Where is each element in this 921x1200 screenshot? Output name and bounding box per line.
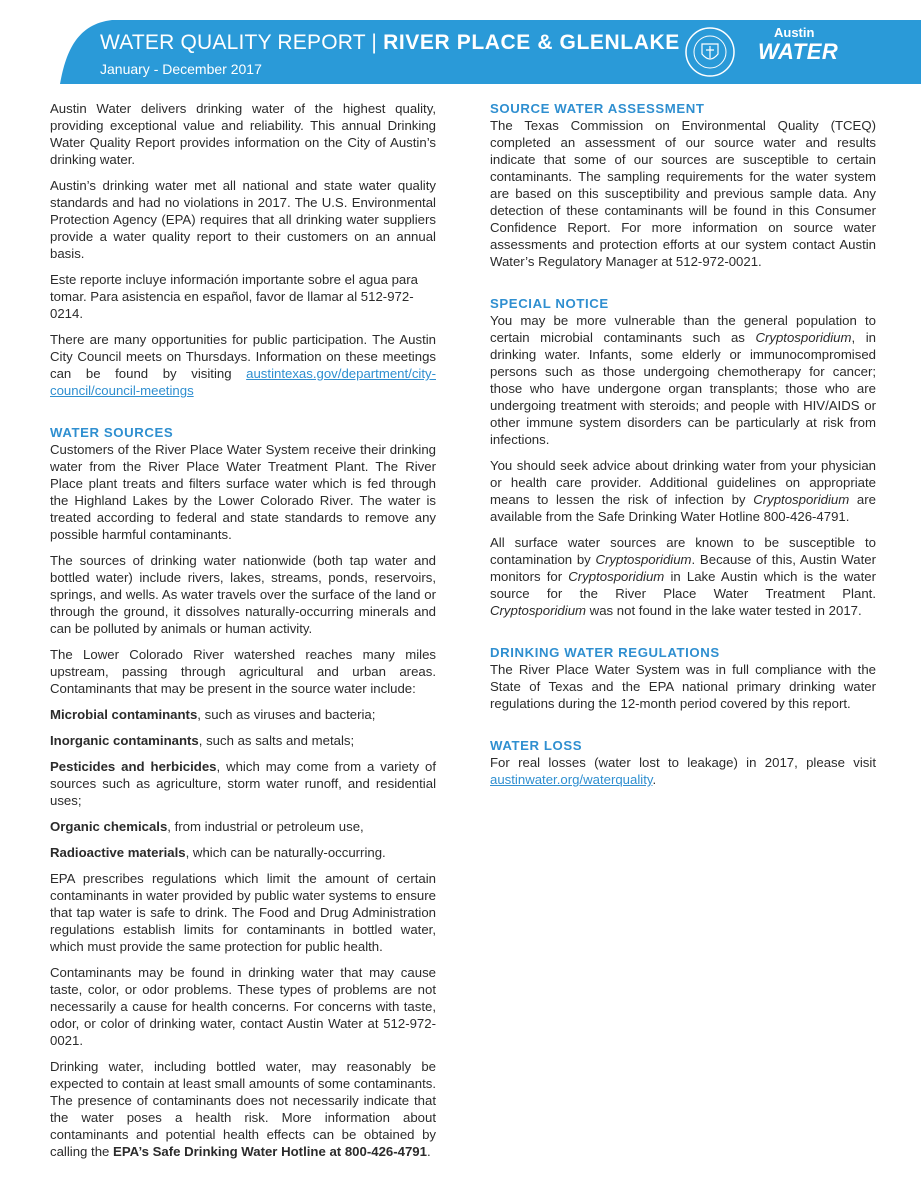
right-column (490, 100, 876, 797)
notice-paragraph-1: You may be more vulnerable than the general population to certain microbial contaminants such as Cryptosporidium, in drinking water. Infants, some elderly or immunocompromised persons such as those undergoing chemotherapy for cancer; those who have undergone organ transplants; those who are undergoing treatment with steroids; and people with HIV/AIDS or other immune system disorders can be particularly at risk from infections. (490, 313, 876, 447)
taste-paragraph: Contaminants may be found in drinking water that may cause taste, color, or odor problems. These types of problems are not necessarily a cause for health concerns. For concerns with taste, odor, or color of drinking water, contact Austin Water at 512-972-0021. (50, 965, 436, 1048)
regulations-heading: DRINKING WATER REGULATIONS (490, 645, 720, 660)
title-location: RIVER PLACE & GLENLAKE (383, 31, 680, 54)
compliance-paragraph: Austin’s drinking water met all national and state water quality standards and had no violations in 2017. The U.S. Environmental Protection Agency (EPA) requires that all drinking water suppliers provide a water quality report to their customers on an annual basis. (50, 178, 436, 261)
contaminant-microbial: Microbial contaminants, such as viruses and bacteria; (50, 707, 376, 722)
council-meetings-link[interactable]: austintexas.gov/department/city-council/council-meetings (50, 366, 436, 398)
water-loss-heading: WATER LOSS (490, 738, 583, 753)
contaminant-organic: Organic chemicals, from industrial or petroleum use, (50, 819, 364, 834)
assessment-paragraph: The Texas Commission on Environmental Quality (TCEQ) completed an assessment of our source water and results indicate that some of our sources are susceptible to certain contaminants. The sampling requirements for the water system are based on this susceptibility and previous sample data. Any detection of these contaminants will be found in this Consumer Confidence Report. For more information on source water assessments and protection efforts at our system contact Austin Water’s Regulatory Manager at 512-972-0021. (490, 118, 876, 269)
water-loss-paragraph: For real losses (water lost to leakage) in 2017, please visit austinwater.org/waterquality. (490, 755, 876, 787)
sources-paragraph-1: Customers of the River Place Water System receive their drinking water from the River Place Water Treatment Plant. The River Place plant treats and filters surface water which is fed through the Highland Lakes by the Lower Colorado River. The water is treated according to federal and state standards to remove any possible harmful contaminants. (50, 442, 436, 542)
notice-paragraph-2: You should seek advice about drinking water from your physician or health care provider. Additional guidelines on appropriate means to lessen the risk of infection by Cryptosporidium are available from the Safe Drinking Water Hotline 800-426-4791. (490, 458, 876, 524)
water-sources-heading: WATER SOURCES (50, 425, 174, 440)
austin-water-logo (758, 26, 838, 64)
city-seal-icon (684, 26, 736, 83)
header-banner (0, 20, 921, 84)
spanish-paragraph: Este reporte incluye información importante sobre el agua para tomar. Para asistencia en español, favor de llamar al 512-972-0214. (50, 272, 418, 321)
participation-paragraph: There are many opportunities for public participation. The Austin City Council meets on Thursdays. Information on these meetings can be found by visiting austintexas.gov/department/city-council/council-meetings (50, 332, 436, 398)
epa-paragraph: EPA prescribes regulations which limit the amount of certain contaminants in water provided by public water systems to ensure that tap water is safe to drink. The Food and Drug Administration regulations establish limits for contaminants in bottled water, which must provide the same protection for public health. (50, 871, 436, 954)
sources-paragraph-2: The sources of drinking water nationwide (both tap water and bottled water) include rivers, lakes, streams, ponds, reservoirs, springs, and wells. As water travels over the surface of the land or through the ground, it dissolves naturally-occurring minerals and can be polluted by animals or human activity. (50, 553, 436, 636)
left-column (50, 100, 436, 1169)
contaminant-inorganic: Inorganic contaminants, such as salts and metals; (50, 733, 355, 748)
intro-paragraph: Austin Water delivers drinking water of the highest quality, providing exceptional value and reliability. This annual Drinking Water Quality Report provides information on the City of Austin’s drinking water. (50, 101, 436, 167)
report-period: January - December 2017 (100, 61, 262, 77)
report-title (100, 31, 680, 55)
hotline-text: EPA’s Safe Drinking Water Hotline at 800-426-4791 (113, 1144, 427, 1159)
regulations-paragraph: The River Place Water System was in full compliance with the State of Texas and the EPA national primary drinking water regulations during the 12-month period covered by this report. (490, 662, 876, 711)
title-light: WATER QUALITY REPORT | (100, 31, 384, 54)
logo-water: WATER (758, 39, 839, 64)
sources-paragraph-3: The Lower Colorado River watershed reaches many miles upstream, passing through agricultural and urban areas. Contaminants that may be present in the source water include: (50, 647, 436, 696)
contaminant-pesticides: Pesticides and herbicides, which may come from a variety of sources such as agriculture, storm water runoff, and residential uses; (50, 759, 436, 808)
bottled-water-paragraph: Drinking water, including bottled water, may reasonably be expected to contain at least small amounts of some contaminants. The presence of contaminants does not necessarily indicate that the water poses a health risk. More information about contaminants and potential health effects can be obtained by calling the EPA’s Safe Drinking Water Hotline at 800-426-4791. (50, 1059, 436, 1159)
special-notice-heading: SPECIAL NOTICE (490, 296, 609, 311)
notice-paragraph-3: All surface water sources are known to be susceptible to contamination by Cryptosporidium. Because of this, Austin Water monitors for Cryptosporidium in Lake Austin which is the water source for the River Place Water Treatment Plant. Cryptosporidium was not found in the lake water tested in 2017. (490, 535, 876, 618)
logo-austin: Austin (774, 25, 815, 40)
source-assessment-heading: SOURCE WATER ASSESSMENT (490, 101, 705, 116)
waterquality-link[interactable]: austinwater.org/waterquality (490, 772, 653, 787)
contaminant-radioactive: Radioactive materials, which can be naturally-occurring. (50, 845, 386, 860)
